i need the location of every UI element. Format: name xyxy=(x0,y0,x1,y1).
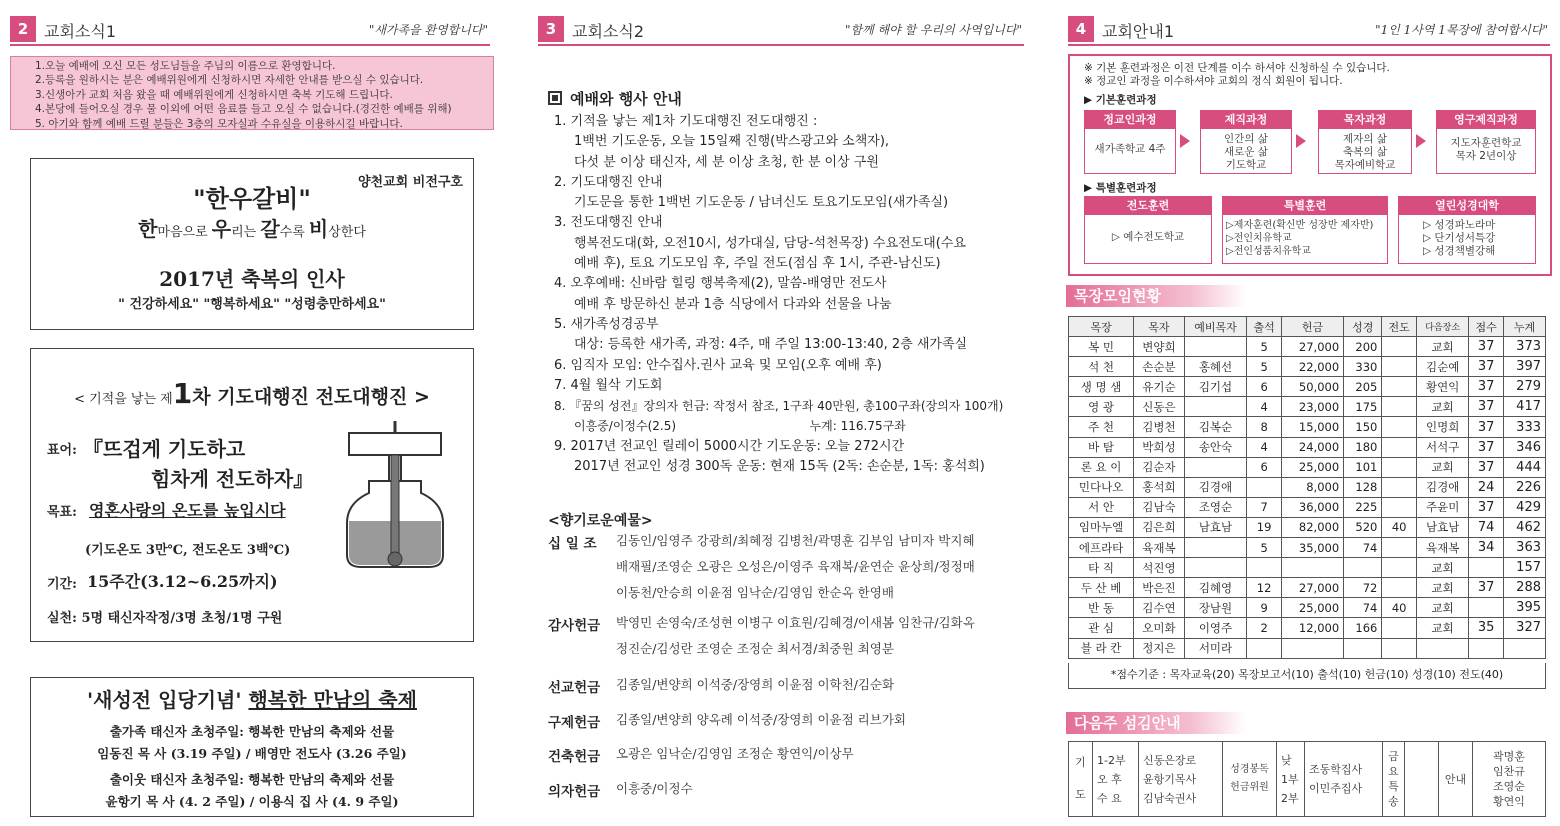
offering-label: 구제헌금 xyxy=(548,715,601,731)
table-cell: 40 xyxy=(1382,598,1417,618)
table-row xyxy=(1069,538,1546,558)
table-cell: 15,000 xyxy=(1281,417,1343,437)
table-cell: 교회 xyxy=(1416,397,1468,417)
table-cell xyxy=(1382,477,1417,497)
training-stage: 영구제직과정 지도자훈련학교 목자 2년이상 xyxy=(1436,110,1536,174)
table-cell xyxy=(1382,397,1417,417)
slogan-title: "한우갈비" xyxy=(193,185,311,213)
table-cell xyxy=(1382,357,1417,377)
dedication-festival-box xyxy=(30,677,474,817)
table-cell: 23,000 xyxy=(1281,397,1343,417)
column-header: 다음장소 xyxy=(1416,317,1468,337)
table-cell: 34 xyxy=(1469,538,1504,558)
table-cell: 황연익 xyxy=(1416,377,1468,397)
training-course-box xyxy=(1068,54,1552,276)
table-cell: 김복순 xyxy=(1184,417,1247,437)
table-cell: 50,000 xyxy=(1281,377,1343,397)
table-cell: 346 xyxy=(1503,437,1545,457)
table-cell: 김혜영 xyxy=(1184,578,1247,598)
table-cell: 임마누엘 xyxy=(1069,517,1134,537)
table-cell: 37 xyxy=(1469,437,1504,457)
table-cell: 김남숙 xyxy=(1134,497,1185,517)
neighbor-sunday-speakers: 윤항기 목 사 (4. 2 주일) / 이용식 집 사 (4. 9 주일) xyxy=(105,794,399,809)
table-cell: 200 xyxy=(1344,337,1382,357)
table-cell: 180 xyxy=(1344,437,1382,457)
list-item: 5. 새가족성경공부 xyxy=(554,316,659,332)
table-cell: 장남원 xyxy=(1184,598,1247,618)
table-cell: 6 xyxy=(1247,377,1282,397)
table-cell: 37 xyxy=(1469,457,1504,477)
goal-label: 목표: xyxy=(47,505,77,520)
table-row xyxy=(1069,417,1546,437)
table-cell: 37 xyxy=(1469,417,1504,437)
table-cell: 37 xyxy=(1469,377,1504,397)
offering-label: 십 일 조 xyxy=(548,536,597,552)
table-cell: 37 xyxy=(1469,357,1504,377)
table-row xyxy=(1069,517,1546,537)
column-header: 예비목자 xyxy=(1184,317,1247,337)
offering-names: 오광은 임낙순/김영임 조정순 황연익/이상무 xyxy=(616,746,854,761)
thermometer-jar-illustration xyxy=(339,419,451,569)
special-training-label: ▶ 특별훈련과정 xyxy=(1084,182,1157,194)
table-cell: 6 xyxy=(1247,457,1282,477)
table-cell: 교회 xyxy=(1416,337,1468,357)
table-row xyxy=(1069,598,1546,618)
list-item: 6. 임직자 모임: 안수집사.권사 교육 및 모임(오후 예배 후) xyxy=(554,357,882,373)
table-cell: 김은희 xyxy=(1134,517,1185,537)
table-cell: 서미라 xyxy=(1184,638,1247,658)
section-header xyxy=(1068,16,1550,46)
table-cell: 429 xyxy=(1503,497,1545,517)
offering-names: 김종일/변양희 양옥례 이석중/장영희 이윤점 리브가회 xyxy=(616,712,906,727)
table-cell: 인명희 xyxy=(1416,417,1468,437)
temperature-goal: (기도온도 3만℃, 전도온도 3백℃) xyxy=(85,543,291,558)
church-vision-label: 양천교회 비전구호 xyxy=(358,175,463,190)
table-row xyxy=(1069,497,1546,517)
table-cell: 25,000 xyxy=(1281,598,1343,618)
list-item: 8. 『꿈의 성전』장의자 헌금: 작정서 참조, 1구좌 40만원, 총100구좌(장의자 100개) xyxy=(554,399,1004,414)
table-cell: 205 xyxy=(1344,377,1382,397)
table-cell: 35 xyxy=(1469,618,1504,638)
greeting-title: 2017년 축복의 인사 xyxy=(159,267,345,291)
table-cell xyxy=(1382,417,1417,437)
table-cell: 생 명 샘 xyxy=(1069,377,1134,397)
list-item-detail: 대상: 등록한 새가족, 과정: 4주, 매 주일 13:00-13:40, 2층 새가족실 xyxy=(574,337,968,353)
table-cell xyxy=(1382,497,1417,517)
table-cell: 5 xyxy=(1247,538,1282,558)
table-cell: 8 xyxy=(1247,417,1282,437)
table-cell xyxy=(1344,558,1382,578)
offering-names: 박영민 손영숙/조성현 이병구 이효원/김혜경/이새봄 임찬규/김화옥 정진순/김성란 조영순 조정순 최서경/최중원 최영분 xyxy=(616,615,975,656)
table-cell: 두 산 베 xyxy=(1069,578,1134,598)
table-cell xyxy=(1382,618,1417,638)
table-cell: 462 xyxy=(1503,517,1545,537)
table-cell: 7 xyxy=(1247,497,1282,517)
table-cell xyxy=(1344,638,1382,658)
role-labels: 성경봉독 헌금위원 xyxy=(1223,742,1277,817)
table-cell xyxy=(1382,377,1417,397)
list-item: 7. 4월 월삭 기도회 xyxy=(554,377,663,393)
section-slogan: "1인 1사역 1목장에 참여합시다" xyxy=(1375,23,1548,37)
table-cell: 37 xyxy=(1469,337,1504,357)
table-cell: 37 xyxy=(1469,397,1504,417)
period-text: 15주간(3.12~6.25까지) xyxy=(87,572,278,591)
table-cell: 주윤미 xyxy=(1416,497,1468,517)
notice-item: 1.오늘 예배에 오신 모든 성도님들을 주님의 이름으로 환영합니다. xyxy=(35,60,336,72)
table-cell xyxy=(1382,337,1417,357)
training-stage: 목자과정 제자의 삶 축복의 삶 목자예비학교 xyxy=(1318,110,1412,174)
list-item-detail: 이흥중/이정수(2.5) 누계: 116.75구좌 xyxy=(574,419,906,434)
score-criteria-note: *점수기준 : 목자교육(20) 목장보고서(10) 출석(10) 헌금(10) 성경(10) 전도(40) xyxy=(1068,663,1546,689)
table-row xyxy=(1069,638,1546,658)
table-cell: 72 xyxy=(1344,578,1382,598)
table-cell: 4 xyxy=(1247,397,1282,417)
table-cell: 김순자 xyxy=(1134,457,1185,477)
table-row xyxy=(1069,558,1546,578)
section-header xyxy=(10,16,490,46)
training-stage: 열린성경대학 ▷ 성경파노라마 ▷ 단기성서특강 ▷ 성경책별강해 xyxy=(1398,196,1536,264)
column-header: 헌금 xyxy=(1281,317,1343,337)
next-week-service-heading: 다음주 섬김안내 xyxy=(1066,712,1246,734)
notice-item: 5. 아기와 함께 예배 드릴 분들은 3층의 모자실과 수유실을 이용하시길 바랍니다. xyxy=(35,117,403,130)
notice-item: 4.본당에 들어오실 경우 물 이외에 어떤 음료를 들고 오실 수 없습니다.(경건한 예배를 위해) xyxy=(35,103,452,116)
table-cell: 373 xyxy=(1503,337,1545,357)
table-row xyxy=(1069,357,1546,377)
list-item-detail: 2017년 전교인 성경 300독 운동: 현재 15독 (2독: 손순분, 1독: 홍석희) xyxy=(574,459,985,475)
training-stage: 제직과정 인간의 삶 새로운 삶 기도학교 xyxy=(1200,110,1292,174)
table-cell: 363 xyxy=(1503,538,1545,558)
table-cell: 육재복 xyxy=(1416,538,1468,558)
period-label: 기간: xyxy=(47,577,77,592)
goal-text: 영혼사랑의 온도를 높입시다 xyxy=(89,501,286,520)
practice-text: 실천: 5명 태신자작정/3명 초청/1명 구원 xyxy=(47,611,283,626)
table-cell: 225 xyxy=(1344,497,1382,517)
table-row xyxy=(1069,337,1546,357)
motto-line-2: 힘차게 전도하자』 xyxy=(151,467,314,491)
table-row xyxy=(1069,578,1546,598)
table-cell xyxy=(1382,538,1417,558)
column-header: 전도 xyxy=(1382,317,1417,337)
list-item: 1. 기적을 낳는 제1차 기도대행진 전도대행진 : xyxy=(554,114,818,129)
list-item-detail: 기도문을 통한 1백번 기도운동 / 남녀신도 토요기도모임(새가족실) xyxy=(574,195,949,211)
basic-training-label: ▶ 기본훈련과정 xyxy=(1084,94,1157,106)
table-cell: 유기순 xyxy=(1134,377,1185,397)
motto-label: 표어: xyxy=(47,443,77,458)
guide-label: 안내 xyxy=(1439,742,1473,817)
list-item-detail: 예배 후 방문하신 분과 1층 식당에서 다과와 선물을 나눔 xyxy=(574,296,892,312)
table-row xyxy=(1069,457,1546,477)
checkbox-icon xyxy=(548,91,562,105)
table-cell: 김순예 xyxy=(1416,357,1468,377)
table-cell: 교회 xyxy=(1416,457,1468,477)
training-stage: 특별훈련 ▷제자훈련(확신반 성장반 제자반) ▷전인치유학교 ▷전인성품치유학교 xyxy=(1222,196,1388,264)
neighbor-sunday-title: 출이웃 태신자 초청주일: 행복한 만남의 축제와 선물 xyxy=(109,772,395,787)
table-row xyxy=(1069,477,1546,497)
table-cell xyxy=(1469,598,1504,618)
page-2-column xyxy=(0,0,500,826)
table-cell: 226 xyxy=(1503,477,1545,497)
table-cell: 교회 xyxy=(1416,578,1468,598)
friday-special-song-label: 금 요 특 송 xyxy=(1383,742,1405,817)
table-cell: 에프라타 xyxy=(1069,538,1134,558)
training-note: ※ 기본 훈련과정은 이전 단계를 이수 하셔야 신청하실 수 있습니다. xyxy=(1084,62,1390,74)
table-row xyxy=(1069,397,1546,417)
greeting-wishes: " 건강하세요" "행복하세요" "성령충만하세요" xyxy=(118,297,386,312)
table-cell: 육재복 xyxy=(1134,538,1185,558)
arrow-right-icon xyxy=(1180,134,1190,148)
table-cell: 복 민 xyxy=(1069,337,1134,357)
list-item-detail: 다섯 분 이상 태신자, 세 분 이상 초청, 한 분 이상 구원 xyxy=(574,154,879,170)
guide-names: 곽명훈 임찬규 조영순 황연익 xyxy=(1473,742,1546,817)
table-cell: 74 xyxy=(1469,517,1504,537)
table-cell: 35,000 xyxy=(1281,538,1343,558)
table-cell: 74 xyxy=(1344,598,1382,618)
page-3-column xyxy=(528,0,1038,826)
vision-slogan-box xyxy=(30,158,474,330)
table-cell: 22,000 xyxy=(1281,357,1343,377)
offerings-heading: <향기로운예물> xyxy=(548,513,653,529)
table-cell xyxy=(1382,457,1417,477)
arrow-right-icon xyxy=(1416,134,1426,148)
section-title: 교회소식2 xyxy=(572,22,645,41)
table-cell: 송안숙 xyxy=(1184,437,1247,457)
prayer-label: 기 도 xyxy=(1069,742,1093,817)
table-cell: 444 xyxy=(1503,457,1545,477)
table-cell: 타 직 xyxy=(1069,558,1134,578)
table-cell: 변양희 xyxy=(1134,337,1185,357)
motto-line-1: 『뜨겁게 기도하고 xyxy=(83,437,246,461)
list-item: 9. 2017년 전교인 릴레이 5000시간 기도운동: 오늘 272시간 xyxy=(554,438,905,454)
table-cell: 9 xyxy=(1247,598,1282,618)
table-cell: 4 xyxy=(1247,437,1282,457)
table-cell: 150 xyxy=(1344,417,1382,437)
table-cell xyxy=(1281,638,1343,658)
offering-label: 건축헌금 xyxy=(548,749,601,765)
table-cell: 교회 xyxy=(1416,558,1468,578)
arrow-right-icon xyxy=(1296,134,1306,148)
table-cell: 24 xyxy=(1469,477,1504,497)
table-cell xyxy=(1184,538,1247,558)
table-cell: 김수연 xyxy=(1134,598,1185,618)
table-cell: 바 탐 xyxy=(1069,437,1134,457)
table-cell: 5 xyxy=(1247,357,1282,377)
mokjang-status-table xyxy=(1068,316,1546,659)
family-sunday-title: 출가족 태신자 초청주일: 행복한 만남의 축제와 선물 xyxy=(109,724,395,739)
training-stage: 정교인과정 새가족학교 4주 xyxy=(1084,110,1176,174)
column-header: 누계 xyxy=(1503,317,1545,337)
table-cell: 25,000 xyxy=(1281,457,1343,477)
table-cell: 석 천 xyxy=(1069,357,1134,377)
table-cell: 333 xyxy=(1503,417,1545,437)
table-cell: 석진영 xyxy=(1134,558,1185,578)
table-cell: 2 xyxy=(1247,618,1282,638)
table-cell xyxy=(1382,437,1417,457)
table-cell xyxy=(1247,558,1282,578)
table-cell: 정지은 xyxy=(1134,638,1185,658)
prayer-march-title: < 기적을 낳는 제1차 기도대행진 전도대행진 > xyxy=(74,377,430,410)
offering-names: 김동인/임영주 강광희/최혜정 김병천/곽명훈 김부임 남미자 박지혜 배재필/조영순 오광은 오성은/이영주 육재복/윤연순 윤상희/정정매 이동천/안승희 이윤점 임낙순/김영임 한순옥 한영배 xyxy=(616,533,975,600)
table-cell: 신동은 xyxy=(1134,397,1185,417)
offering-label: 의자헌금 xyxy=(548,784,601,800)
table-cell: 12,000 xyxy=(1281,618,1343,638)
table-cell xyxy=(1247,477,1282,497)
table-cell: 반 동 xyxy=(1069,598,1134,618)
page-number: 3 xyxy=(538,16,564,42)
table-cell xyxy=(1382,578,1417,598)
table-cell: 330 xyxy=(1344,357,1382,377)
table-row xyxy=(1069,437,1546,457)
offering-names: 김종일/변양희 이석중/장영희 이윤점 이학천/김순화 xyxy=(616,677,895,692)
table-cell xyxy=(1247,638,1282,658)
table-header-row xyxy=(1069,317,1546,337)
table-cell: 김병천 xyxy=(1134,417,1185,437)
prayer-leaders: 신동은장로 윤항기목사 김남숙권사 xyxy=(1139,742,1223,817)
table-cell: 조영순 xyxy=(1184,497,1247,517)
table-cell xyxy=(1503,638,1545,658)
notice-item: 2.등록을 원하시는 분은 예배위원에게 신청하시면 자세한 안내를 받으실 수 있습니다. xyxy=(35,74,424,87)
table-cell: 395 xyxy=(1503,598,1545,618)
table-cell: 27,000 xyxy=(1281,578,1343,598)
column-header: 목자 xyxy=(1134,317,1185,337)
table-cell: 19 xyxy=(1247,517,1282,537)
column-header: 출석 xyxy=(1247,317,1282,337)
table-cell: 남효남 xyxy=(1184,517,1247,537)
table-row xyxy=(1069,377,1546,397)
table-cell xyxy=(1469,558,1504,578)
table-cell: 36,000 xyxy=(1281,497,1343,517)
section-title: 교회소식1 xyxy=(44,22,117,41)
table-row xyxy=(1069,618,1546,638)
table-cell: 128 xyxy=(1344,477,1382,497)
table-cell: 홍혜선 xyxy=(1184,357,1247,377)
slogan-acrostic: 한마음으로 우리는 갈수록 비상한다 xyxy=(138,217,366,241)
table-cell xyxy=(1184,558,1247,578)
section-header xyxy=(538,16,1024,46)
offering-staff: 조동학집사 이민주집사 xyxy=(1305,742,1383,817)
festival-title: '새성전 입당기념' 행복한 만남의 축제 xyxy=(87,688,417,712)
table-cell xyxy=(1184,457,1247,477)
table-cell: 손순분 xyxy=(1134,357,1185,377)
table-cell: 교회 xyxy=(1416,618,1468,638)
table-cell: 27,000 xyxy=(1281,337,1343,357)
table-cell: 서 안 xyxy=(1069,497,1134,517)
notice-box xyxy=(10,56,494,130)
table-cell: 박희성 xyxy=(1134,437,1185,457)
list-item: 3. 전도대행진 안내 xyxy=(554,215,663,231)
table-cell: 남효남 xyxy=(1416,517,1468,537)
next-week-service-table xyxy=(1068,741,1546,817)
table-cell: 김경애 xyxy=(1184,477,1247,497)
table-cell: 417 xyxy=(1503,397,1545,417)
table-cell: 397 xyxy=(1503,357,1545,377)
table-cell xyxy=(1416,638,1468,658)
service-times: 1-2부 오 후 수 요 xyxy=(1093,742,1139,817)
column-header: 목장 xyxy=(1069,317,1134,337)
table-cell: 37 xyxy=(1469,578,1504,598)
column-header: 성경 xyxy=(1344,317,1382,337)
table-cell: 175 xyxy=(1344,397,1382,417)
list-item-detail: 행복전도대(화, 오전10시, 성가대실, 담당-석천목장) 수요전도대(수요 xyxy=(574,235,966,251)
table-cell: 157 xyxy=(1503,558,1545,578)
list-item-detail: 예배 후), 토요 기도모임 후, 주일 전도(점심 후 1시, 주관-남신도) xyxy=(574,256,941,272)
table-cell: 40 xyxy=(1382,517,1417,537)
table-cell: 박은진 xyxy=(1134,578,1185,598)
column-header: 점수 xyxy=(1469,317,1504,337)
service-slots: 낮 1부 2부 xyxy=(1277,742,1305,817)
notice-item: 3.신생아가 교회 처음 왔을 때 예배위원에게 신청하시면 축복 기도해 드립니다. xyxy=(35,88,393,101)
table-cell: 12 xyxy=(1247,578,1282,598)
prayer-march-box xyxy=(30,348,474,642)
table-cell: 279 xyxy=(1503,377,1545,397)
table-cell: 김기섭 xyxy=(1184,377,1247,397)
table-cell xyxy=(1382,638,1417,658)
section-title: 교회안내1 xyxy=(1102,22,1175,41)
page-number: 4 xyxy=(1068,16,1094,42)
table-cell: 24,000 xyxy=(1281,437,1343,457)
table-cell: 166 xyxy=(1344,618,1382,638)
table-cell: 5 xyxy=(1247,337,1282,357)
table-cell: 520 xyxy=(1344,517,1382,537)
table-cell: 블 라 칸 xyxy=(1069,638,1134,658)
offering-names: 이흥중/이정수 xyxy=(616,781,693,796)
list-item-detail: 1백번 기도운동, 오늘 15일째 진행(박스광고와 소책자), xyxy=(574,134,890,150)
list-item: 4. 오후예배: 신바람 힐링 행복축제(2), 말씀-배영만 전도사 xyxy=(554,276,887,292)
table-cell: 8,000 xyxy=(1281,477,1343,497)
table-cell: 론 요 이 xyxy=(1069,457,1134,477)
table-cell: 홍석희 xyxy=(1134,477,1185,497)
offering-label: 감사헌금 xyxy=(548,618,601,634)
table-cell xyxy=(1184,337,1247,357)
table-cell: 37 xyxy=(1469,497,1504,517)
table-cell: 101 xyxy=(1344,457,1382,477)
table-cell: 82,000 xyxy=(1281,517,1343,537)
worship-list xyxy=(554,112,1044,477)
section-slogan: "함께 해야 할 우리의 사역입니다" xyxy=(845,23,1022,37)
worship-heading: 예배와 행사 안내 xyxy=(548,88,682,109)
table-cell: 교회 xyxy=(1416,598,1468,618)
page-number: 2 xyxy=(10,16,36,42)
table-cell: 이영주 xyxy=(1184,618,1247,638)
table-cell xyxy=(1184,397,1247,417)
table-cell: 민다나오 xyxy=(1069,477,1134,497)
table-cell xyxy=(1469,638,1504,658)
table-cell: 서석구 xyxy=(1416,437,1468,457)
table-cell: 오미화 xyxy=(1134,618,1185,638)
table-cell: 74 xyxy=(1344,538,1382,558)
table-cell: 288 xyxy=(1503,578,1545,598)
table-cell: 김경애 xyxy=(1416,477,1468,497)
offering-label: 선교헌금 xyxy=(548,680,601,696)
section-slogan: "새가족을 환영합니다" xyxy=(368,23,488,37)
family-sunday-speakers: 임동진 목 사 (3.19 주일) / 배영만 전도사 (3.26 주일) xyxy=(97,746,407,761)
table-cell: 관 심 xyxy=(1069,618,1134,638)
list-item: 2. 기도대행진 안내 xyxy=(554,174,663,190)
training-note: ※ 정교인 과정을 이수하셔야 교회의 정식 회원이 됩니다. xyxy=(1084,75,1343,87)
table-cell: 영 광 xyxy=(1069,397,1134,417)
mokjang-status-heading: 목장모임현황 xyxy=(1066,285,1246,307)
table-cell xyxy=(1382,558,1417,578)
table-cell: 327 xyxy=(1503,618,1545,638)
page-4-column xyxy=(1058,0,1560,826)
table-cell: 주 천 xyxy=(1069,417,1134,437)
table-cell xyxy=(1281,558,1343,578)
training-stage: 전도훈련 ▷ 예수전도학교 xyxy=(1084,196,1212,264)
